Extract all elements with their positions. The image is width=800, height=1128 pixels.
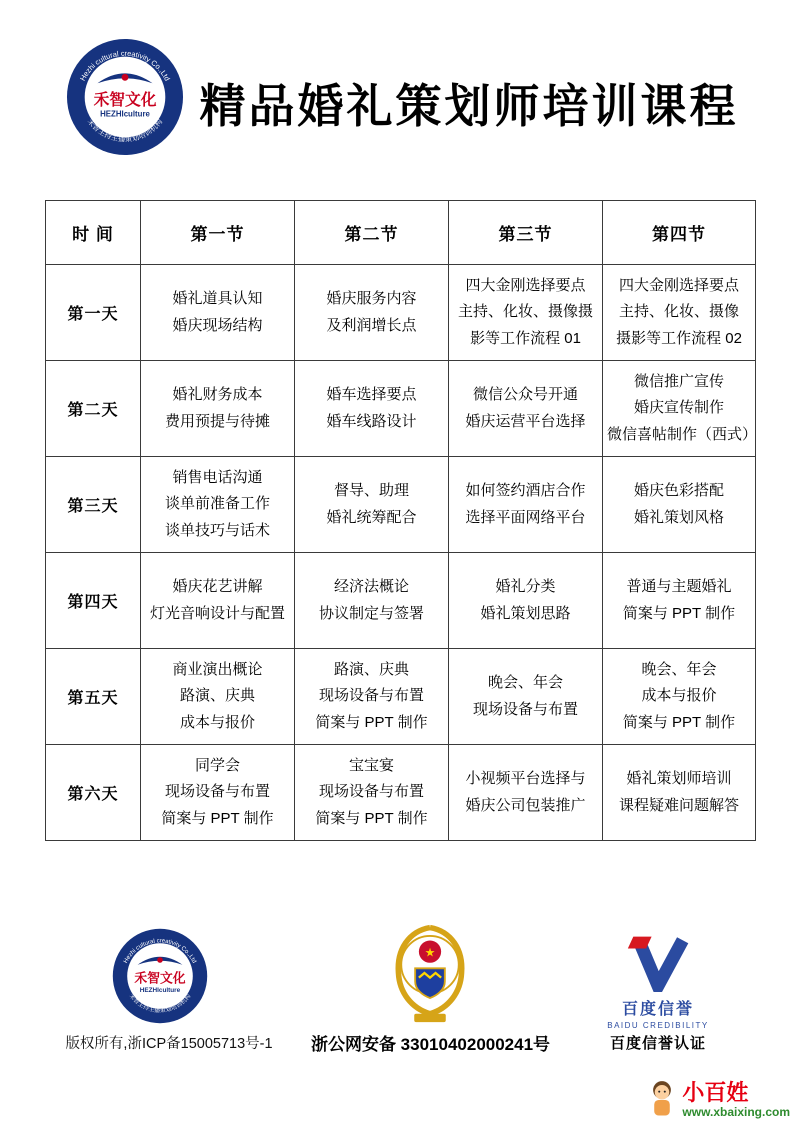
course-line: 路演、庆典 [179, 687, 255, 705]
course-line: 四大金刚选择要点 [465, 277, 586, 295]
mascot-icon [647, 1080, 677, 1120]
svg-text:★: ★ [424, 945, 436, 960]
header-session-4: 第四节 [603, 201, 756, 265]
course-line: 谈单前准备工作 [164, 495, 270, 513]
course-line: 简案与 PPT 制作 [622, 604, 736, 622]
table-header-row [46, 201, 756, 265]
course-line: 现场设备与布置 [472, 700, 578, 718]
course-cell [603, 265, 756, 361]
day-label: 第六天 [46, 745, 141, 841]
course-line: 四大金刚选择要点 [618, 277, 739, 295]
course-line: 主持、化妆、摄像摄 [457, 303, 593, 321]
course-line: 婚礼策划师培训 [626, 770, 732, 788]
course-line: 婚庆公司包装推广 [465, 796, 586, 814]
baidu-credibility-icon [626, 936, 690, 992]
course-cell [141, 649, 295, 745]
course-line: 摄影等工作流程 02 [616, 329, 742, 347]
course-cell [449, 361, 603, 457]
course-line: 微信推广宣传 [633, 373, 724, 391]
course-line: 督导、助理 [333, 482, 409, 500]
course-cell [603, 649, 756, 745]
course-line: 灯光音响设计与配置 [149, 604, 285, 622]
course-schedule-table [45, 200, 756, 841]
course-cell [603, 553, 756, 649]
header-time: 时 间 [46, 201, 141, 265]
course-line: 婚庆花艺讲解 [172, 578, 263, 596]
hezhi-culture-logo [66, 38, 184, 156]
course-cell [295, 649, 449, 745]
course-line: 婚庆色彩搭配 [633, 482, 724, 500]
baidu-credibility-logo-block [598, 936, 718, 1030]
page-title: 精品婚礼策划师培训课程 [199, 80, 739, 132]
hezhi-culture-logo-footer [112, 928, 208, 1024]
course-cell [141, 745, 295, 841]
course-line: 现场设备与布置 [318, 783, 424, 801]
police-badge-icon [388, 922, 472, 1024]
course-line: 婚礼统筹配合 [326, 508, 417, 526]
course-cell [295, 265, 449, 361]
course-line: 谈单技巧与话术 [164, 521, 270, 539]
course-cell [603, 457, 756, 553]
course-cell [295, 457, 449, 553]
course-line: 微信喜帖制作（西式） [607, 425, 758, 443]
course-line: 婚礼道具认知 [172, 290, 263, 308]
course-cell [449, 745, 603, 841]
course-line: 婚礼策划风格 [633, 508, 724, 526]
course-line: 婚礼分类 [495, 578, 556, 596]
table-row [46, 649, 756, 745]
table-row [46, 457, 756, 553]
site-watermark [647, 1080, 790, 1120]
course-line: 宝宝宴 [348, 757, 394, 775]
course-line: 成本与报价 [641, 687, 717, 705]
course-cell [295, 553, 449, 649]
day-label: 第三天 [46, 457, 141, 553]
course-line: 婚礼策划思路 [480, 604, 571, 622]
course-cell [449, 265, 603, 361]
course-cell [603, 745, 756, 841]
course-cell [141, 553, 295, 649]
table-row [46, 265, 756, 361]
course-line: 费用预提与待摊 [164, 412, 270, 430]
course-line: 简案与 PPT 制作 [315, 809, 428, 827]
copyright-icp-text: 版权所有,浙ICP备15005713号-1 [65, 1036, 273, 1052]
watermark-url: www.xbaixing.com [682, 1105, 790, 1120]
course-line: 及利润增长点 [326, 316, 417, 334]
course-line: 婚庆宣传制作 [633, 399, 724, 417]
day-label: 第一天 [46, 265, 141, 361]
course-line: 经济法概论 [333, 578, 409, 596]
day-label: 第五天 [46, 649, 141, 745]
course-line: 微信公众号开通 [472, 386, 578, 404]
course-line: 现场设备与布置 [318, 687, 424, 705]
course-line: 小视频平台选择与 [465, 770, 586, 788]
course-line: 婚庆服务内容 [326, 290, 417, 308]
course-line: 选择平面网络平台 [465, 508, 586, 526]
course-line: 成本与报价 [179, 713, 255, 731]
course-line: 商业演出概论 [172, 661, 263, 679]
course-line: 婚礼财务成本 [172, 386, 263, 404]
course-line: 如何签约酒店合作 [465, 482, 586, 500]
course-cell [449, 457, 603, 553]
course-cell [449, 553, 603, 649]
header-session-3: 第三节 [449, 201, 603, 265]
table-row [46, 745, 756, 841]
day-label: 第四天 [46, 553, 141, 649]
course-line: 课程疑难问题解答 [618, 796, 739, 814]
course-line: 晚会、年会 [641, 661, 717, 679]
watermark-name: 小百姓 [682, 1079, 749, 1105]
course-line: 同学会 [194, 757, 240, 775]
course-cell [141, 361, 295, 457]
course-line: 晚会、年会 [487, 674, 563, 692]
course-line: 主持、化妆、摄像 [618, 303, 739, 321]
course-cell [141, 265, 295, 361]
day-label: 第二天 [46, 361, 141, 457]
header-session-2: 第二节 [295, 201, 449, 265]
course-line: 简案与 PPT 制作 [622, 713, 736, 731]
baidu-brand-label: 百度信誉 [621, 1001, 694, 1018]
baidu-cert-text: 百度信誉认证 [609, 1035, 706, 1052]
course-line: 婚车选择要点 [326, 386, 417, 404]
course-line: 婚庆现场结构 [172, 316, 263, 334]
course-cell [141, 457, 295, 553]
course-line: 简案与 PPT 制作 [315, 713, 428, 731]
table-row [46, 553, 756, 649]
course-line: 现场设备与布置 [164, 783, 270, 801]
course-table-body [46, 265, 756, 841]
course-line: 销售电话沟通 [172, 469, 263, 487]
baidu-brand-en-label: BAIDU CREDIBILITY [607, 1021, 709, 1030]
course-cell [603, 361, 756, 457]
course-line: 影等工作流程 01 [470, 329, 581, 347]
course-line: 简案与 PPT 制作 [161, 809, 274, 827]
table-row [46, 361, 756, 457]
course-line: 普通与主题婚礼 [626, 578, 732, 596]
course-cell [449, 649, 603, 745]
course-cell [295, 361, 449, 457]
course-line: 婚车线路设计 [326, 412, 417, 430]
course-cell [295, 745, 449, 841]
police-record-text: 浙公网安备 33010402000241号 [310, 1035, 551, 1054]
course-line: 协议制定与签署 [318, 604, 424, 622]
header-session-1: 第一节 [141, 201, 295, 265]
course-line: 婚庆运营平台选择 [465, 412, 586, 430]
course-line: 路演、庆典 [333, 661, 409, 679]
